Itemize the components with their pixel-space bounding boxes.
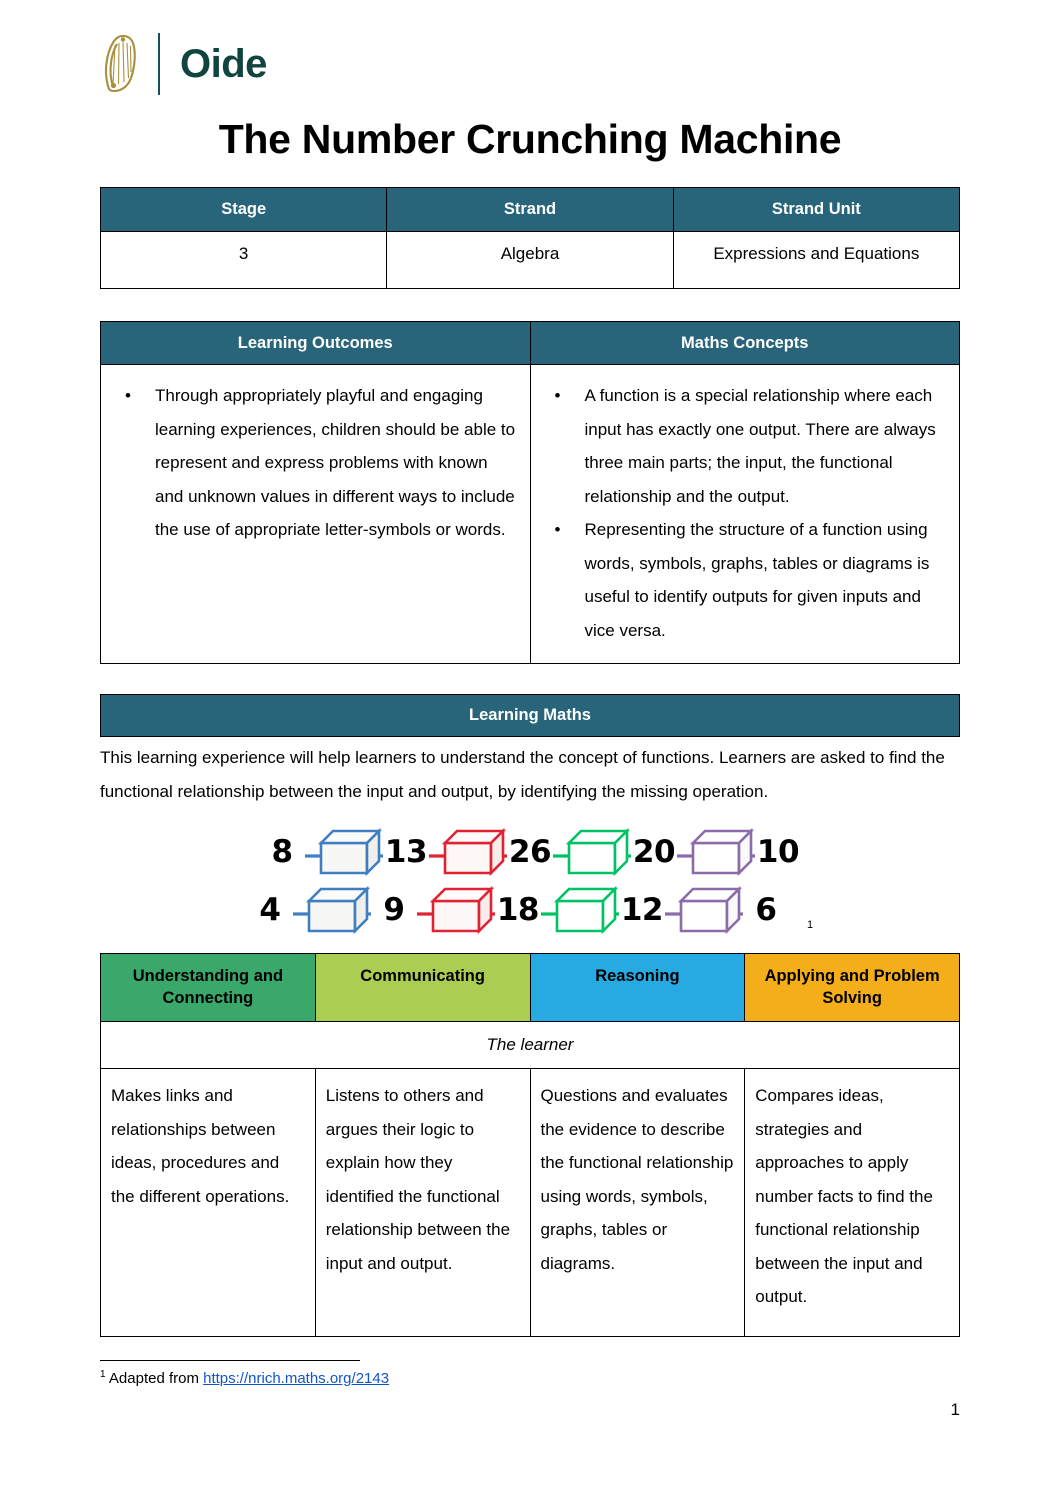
- table-row: [101, 231, 960, 288]
- machine-value: 18: [496, 892, 539, 929]
- column-header-stage: Stage: [101, 188, 387, 232]
- machine-value: 26: [508, 834, 552, 871]
- machine-value: 6: [755, 892, 777, 929]
- outcomes-concepts-table: [100, 321, 960, 665]
- footnote-number: 1: [100, 1369, 106, 1380]
- cell-stage-value: 3: [101, 231, 387, 288]
- column-header-learning-outcomes: Learning Outcomes: [101, 321, 531, 365]
- stage-strand-table: [100, 187, 960, 289]
- cell-strand-value: Algebra: [387, 231, 673, 288]
- blue-machine-box: [305, 826, 383, 878]
- brand-name: Oide: [180, 42, 267, 86]
- machine-value: 13: [384, 834, 428, 871]
- footnote-separator: [100, 1360, 360, 1361]
- column-header-strand-unit: Strand Unit: [673, 188, 959, 232]
- column-header-reasoning: Reasoning: [530, 954, 745, 1022]
- table-row: [101, 365, 960, 664]
- column-header-strand: Strand: [387, 188, 673, 232]
- purple-machine-box: [677, 826, 755, 878]
- cell-learning-outcomes: [101, 365, 531, 664]
- cell-reasoning: Questions and evaluates the evidence to describe the functional relationship using words, symbols, graphs, tables or diagrams.: [530, 1069, 745, 1337]
- table-header-row: [101, 188, 960, 232]
- table-row: [101, 1069, 960, 1337]
- cell-maths-concepts: [530, 365, 960, 664]
- cell-communicating: Listens to others and argues their logic to explain how they identified the functional relationship between the input and output.: [315, 1069, 530, 1337]
- page-title: The Number Crunching Machine: [218, 116, 842, 162]
- list-item: • Through appropriately playful and engaging learning experiences, children should be able to represent and express problems with known and unknown values in different ways to include the use of appropriate letter-symbols or words.: [151, 379, 516, 547]
- learning-maths-paragraph: This learning experience will help learners to understand the concept of functions. Learners are asked to find the functional relationship between the input and output, by identifying the missing operation.: [100, 748, 945, 802]
- machine-value: 20: [632, 834, 676, 871]
- brand-header: [100, 0, 960, 102]
- machine-row-2: [247, 881, 813, 939]
- table-subheading-row: [101, 1022, 960, 1069]
- machine-value: 12: [620, 892, 663, 929]
- learning-outcomes-list: [109, 379, 522, 547]
- cell-understanding-connecting: Makes links and relationships between ideas, procedures and the different operations.: [101, 1069, 316, 1337]
- list-item: • A function is a special relationship where each input has exactly one output. There are always three main parts; the input, the functional relationship and the output.: [581, 379, 946, 513]
- maths-concepts-list: [539, 379, 952, 647]
- machine-value: 8: [271, 834, 293, 871]
- learning-maths-band: Learning Maths: [100, 694, 960, 737]
- subheading-the-learner: The learner: [101, 1022, 960, 1069]
- red-machine-box: [417, 884, 495, 936]
- brand-divider: [158, 33, 160, 95]
- machine-value: 10: [756, 834, 800, 871]
- machine-row-1: [259, 823, 801, 881]
- table-header-row: [101, 954, 960, 1022]
- column-header-communicating: Communicating: [315, 954, 530, 1022]
- list-item: • Representing the structure of a function using words, symbols, graphs, tables or diagrams is useful to identify outputs for given inputs and vice versa.: [581, 513, 946, 647]
- page-number: 1: [950, 1400, 960, 1419]
- irish-harp-icon: [100, 33, 146, 95]
- footnote-source-link[interactable]: https://nrich.maths.org/2143: [203, 1370, 390, 1387]
- cell-applying-problem-solving: Compares ideas, strategies and approaches to apply number facts to find the functional relationship between the input and output.: [745, 1069, 960, 1337]
- column-header-applying-problem-solving: Applying and Problem Solving: [745, 954, 960, 1022]
- cell-strand-unit-value: Expressions and Equations: [673, 231, 959, 288]
- red-machine-box: [429, 826, 507, 878]
- column-header-maths-concepts: Maths Concepts: [530, 321, 960, 365]
- purple-machine-box: [665, 884, 743, 936]
- green-machine-box: [553, 826, 631, 878]
- column-header-understanding-connecting: Understanding and Connecting: [101, 954, 316, 1022]
- skills-table: [100, 953, 960, 1336]
- footnote-prefix: Adapted from: [108, 1370, 204, 1387]
- machine-value: 4: [259, 892, 281, 929]
- footnote-marker: 1: [806, 919, 814, 932]
- machine-value: 9: [383, 892, 405, 929]
- table-header-row: [101, 321, 960, 365]
- blue-machine-box: [293, 884, 371, 936]
- green-machine-box: [541, 884, 619, 936]
- footnote-area: [100, 1360, 960, 1389]
- footnote-text: [100, 1368, 960, 1389]
- number-crunching-machine-diagram: [100, 823, 960, 939]
